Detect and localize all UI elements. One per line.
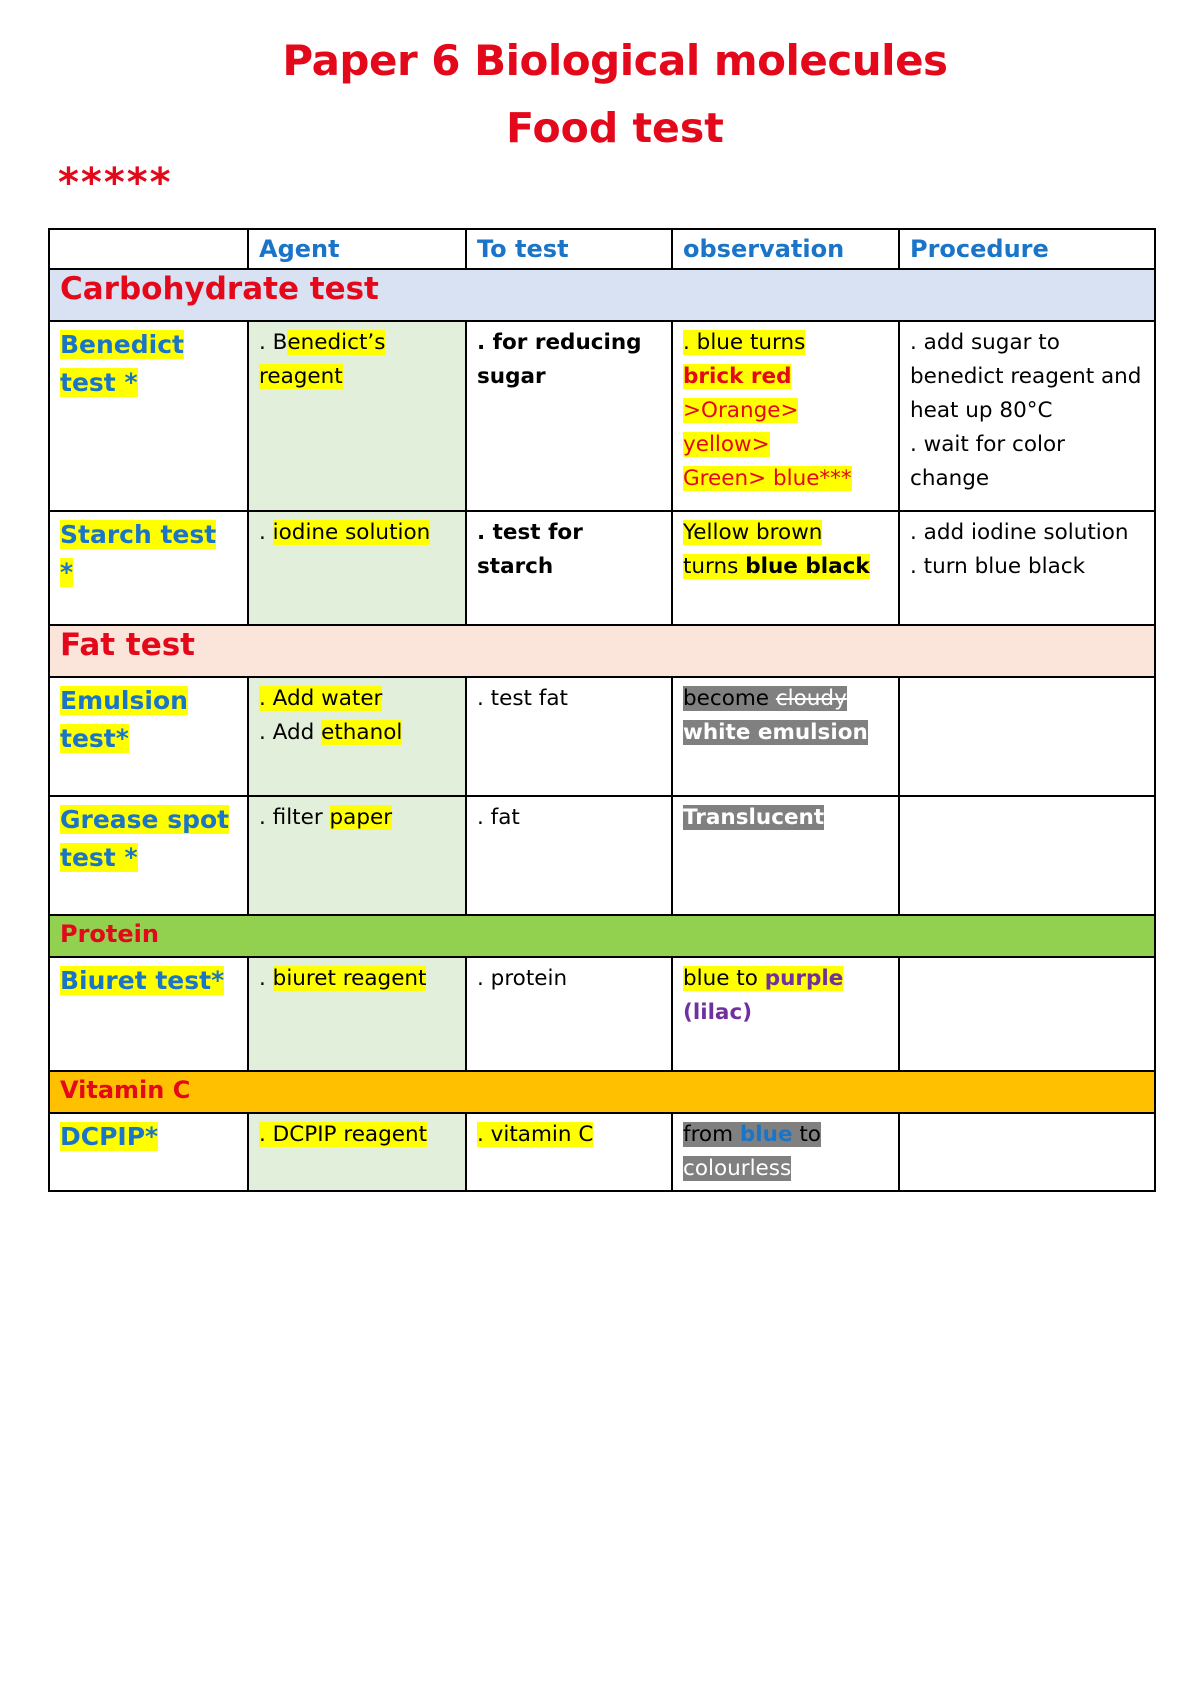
importance-stars: ***** — [58, 160, 173, 206]
section-label: Protein — [49, 915, 1155, 957]
procedure-step: . add iodine solution — [910, 520, 1129, 545]
agent-text: paper — [329, 805, 393, 830]
observation-line: yellow> — [683, 432, 770, 457]
header-row — [49, 229, 1155, 269]
agent-prefix: . B — [259, 330, 288, 355]
agent-text: . DCPIP reagent — [259, 1122, 428, 1147]
header-procedure: Procedure — [899, 229, 1155, 269]
food-test-table — [48, 228, 1156, 1192]
to-test: . vitamin C — [477, 1122, 594, 1147]
to-test: . protein — [466, 957, 672, 1071]
test-name: Grease spot test * — [60, 805, 230, 872]
agent-prefix: . — [259, 520, 273, 545]
observation-line: brick red — [683, 364, 792, 389]
procedure-empty — [899, 957, 1155, 1071]
agent-prefix: . — [259, 686, 273, 711]
observation-line: white emulsion — [683, 720, 868, 745]
section-fat — [49, 625, 1155, 677]
page-subtitle: Food test — [506, 104, 724, 152]
agent-text: iodine solution — [272, 520, 431, 545]
test-name: Biuret test* — [60, 966, 225, 995]
observation-line: Yellow brown — [683, 520, 823, 545]
procedure-empty — [899, 677, 1155, 796]
section-protein — [49, 915, 1155, 957]
agent-text: ethanol — [321, 720, 403, 745]
observation-text: purple — [764, 966, 844, 991]
to-test: . for reducing sugar — [466, 321, 672, 511]
observation-line: >Orange> — [683, 398, 799, 423]
procedure-step: . add sugar to benedict reagent and heat up 80°C — [910, 330, 1142, 423]
observation-text: blue black — [745, 554, 870, 579]
to-test: . fat — [466, 796, 672, 915]
row-benedict — [49, 321, 1155, 511]
header-blank — [49, 229, 248, 269]
agent-prefix: . — [259, 966, 273, 991]
agent-text: enedict’s reagent — [259, 330, 386, 389]
observation-text: from — [683, 1122, 740, 1147]
section-label: Fat test — [49, 625, 1155, 677]
observation-line: colourless — [683, 1156, 792, 1181]
test-name: Emulsion test* — [60, 686, 188, 753]
row-dcpip — [49, 1113, 1155, 1191]
observation-text: turns — [683, 554, 746, 579]
row-emulsion — [49, 677, 1155, 796]
observation-text: blue — [739, 1122, 793, 1147]
observation-text: blue to — [683, 966, 765, 991]
agent-text: biuret reagent — [272, 966, 427, 991]
section-vitamin-c — [49, 1071, 1155, 1113]
observation-line: Translucent — [683, 805, 825, 830]
row-biuret — [49, 957, 1155, 1071]
test-name: Benedict test * — [60, 330, 184, 397]
section-label: Carbohydrate test — [49, 269, 1155, 321]
header-agent: Agent — [248, 229, 466, 269]
observation-line: . blue turns — [683, 330, 806, 355]
test-name: DCPIP* — [60, 1122, 159, 1151]
agent-prefix: . Add — [259, 720, 322, 745]
procedure-empty — [899, 1113, 1155, 1191]
section-carbohydrate — [49, 269, 1155, 321]
observation-strikethrough: cloudy — [775, 686, 847, 711]
agent-text: Add water — [272, 686, 383, 711]
procedure-step: . turn blue black — [910, 554, 1086, 579]
observation-text: to — [792, 1122, 821, 1147]
observation-line: Green> blue*** — [683, 466, 852, 491]
header-observation: observation — [672, 229, 899, 269]
procedure-step: . wait for color change — [910, 432, 1066, 491]
test-name: Starch test * — [60, 520, 217, 587]
observation-line: (lilac) — [683, 1000, 753, 1025]
procedure-empty — [899, 796, 1155, 915]
agent-prefix: . filter — [259, 805, 330, 830]
row-starch — [49, 511, 1155, 625]
observation-text: become — [683, 686, 776, 711]
to-test: . test fat — [466, 677, 672, 796]
page-title: Paper 6 Biological molecules — [282, 36, 948, 85]
to-test: . test for starch — [466, 511, 672, 625]
section-label: Vitamin C — [49, 1071, 1155, 1113]
row-grease-spot — [49, 796, 1155, 915]
header-to-test: To test — [466, 229, 672, 269]
